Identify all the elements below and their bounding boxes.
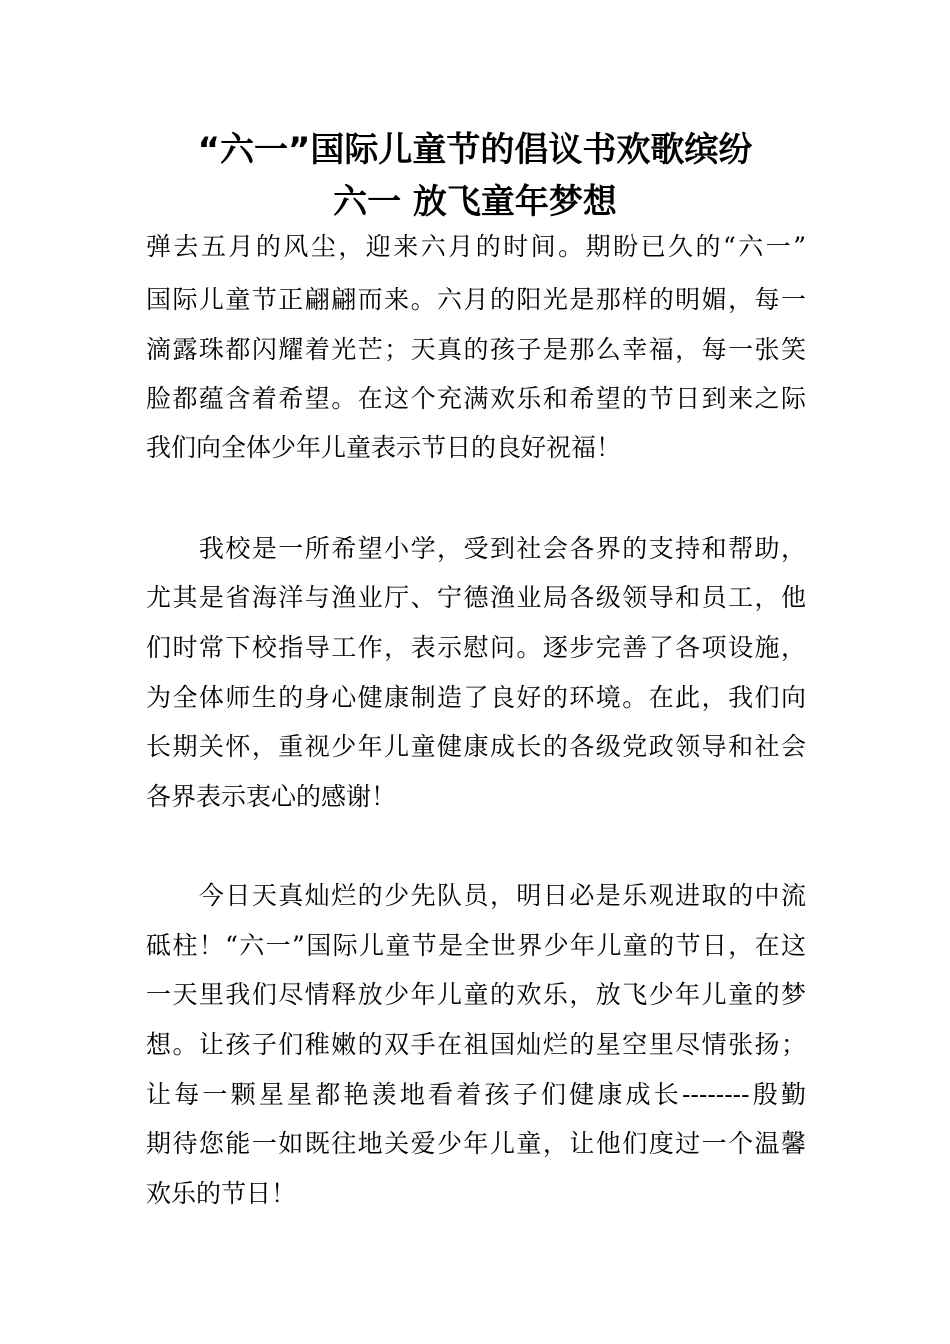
paragraph-line: 砥柱！“六一”国际儿童节是全世界少年儿童的节日，在这 (146, 931, 806, 960)
paragraph-line: 让每一颗星星都艳羡地看着孩子们健康成长--------殷勤 (146, 1080, 806, 1109)
paragraph-line: 期待您能一如既往地关爱少年儿童，让他们度过一个温馨 (146, 1129, 806, 1158)
paragraph-line: 尤其是省海洋与渔业厅、宁德渔业局各级领导和员工，他 (146, 583, 806, 612)
paragraph-line: 想。让孩子们稚嫩的双手在祖国灿烂的星空里尽情张扬； (146, 1030, 806, 1059)
paragraph-line: 滴露珠都闪耀着光芒；天真的孩子是那么幸福，每一张笑 (146, 335, 806, 364)
paragraph-line: 各界表示衷心的感谢！ (146, 782, 397, 811)
paragraph-line: 今日天真灿烂的少先队员，明日必是乐观进取的中流 (146, 881, 806, 910)
paragraph-line: 国际儿童节正翩翩而来。六月的阳光是那样的明媚，每一 (146, 285, 806, 314)
paragraph-line: 我校是一所希望小学，受到社会各界的支持和帮助， (146, 534, 806, 563)
paragraph-line: 们时常下校指导工作，表示慰问。逐步完善了各项设施， (146, 633, 806, 662)
paragraph-line: 欢乐的节日！ (146, 1179, 297, 1208)
paragraph-line: 我们向全体少年儿童表示节日的良好祝福！ (146, 433, 622, 462)
paragraph-line: 一天里我们尽情释放少年儿童的欢乐，放飞少年儿童的梦 (146, 980, 806, 1009)
paragraph-line: 弹去五月的风尘，迎来六月的时间。期盼已久的“六一” (146, 232, 806, 261)
paragraph-line: 脸都蕴含着希望。在这个充满欢乐和希望的节日到来之际 (146, 384, 806, 413)
paragraph-line: 长期关怀，重视少年儿童健康成长的各级党政领导和社会 (146, 732, 806, 761)
document-title-line-1: “六一”国际儿童节的倡议书欢歌缤纷 (197, 130, 753, 170)
paragraph-line: 为全体师生的身心健康制造了良好的环境。在此，我们向 (146, 683, 806, 712)
document-title-line-2: 六一 放飞童年梦想 (333, 182, 617, 222)
